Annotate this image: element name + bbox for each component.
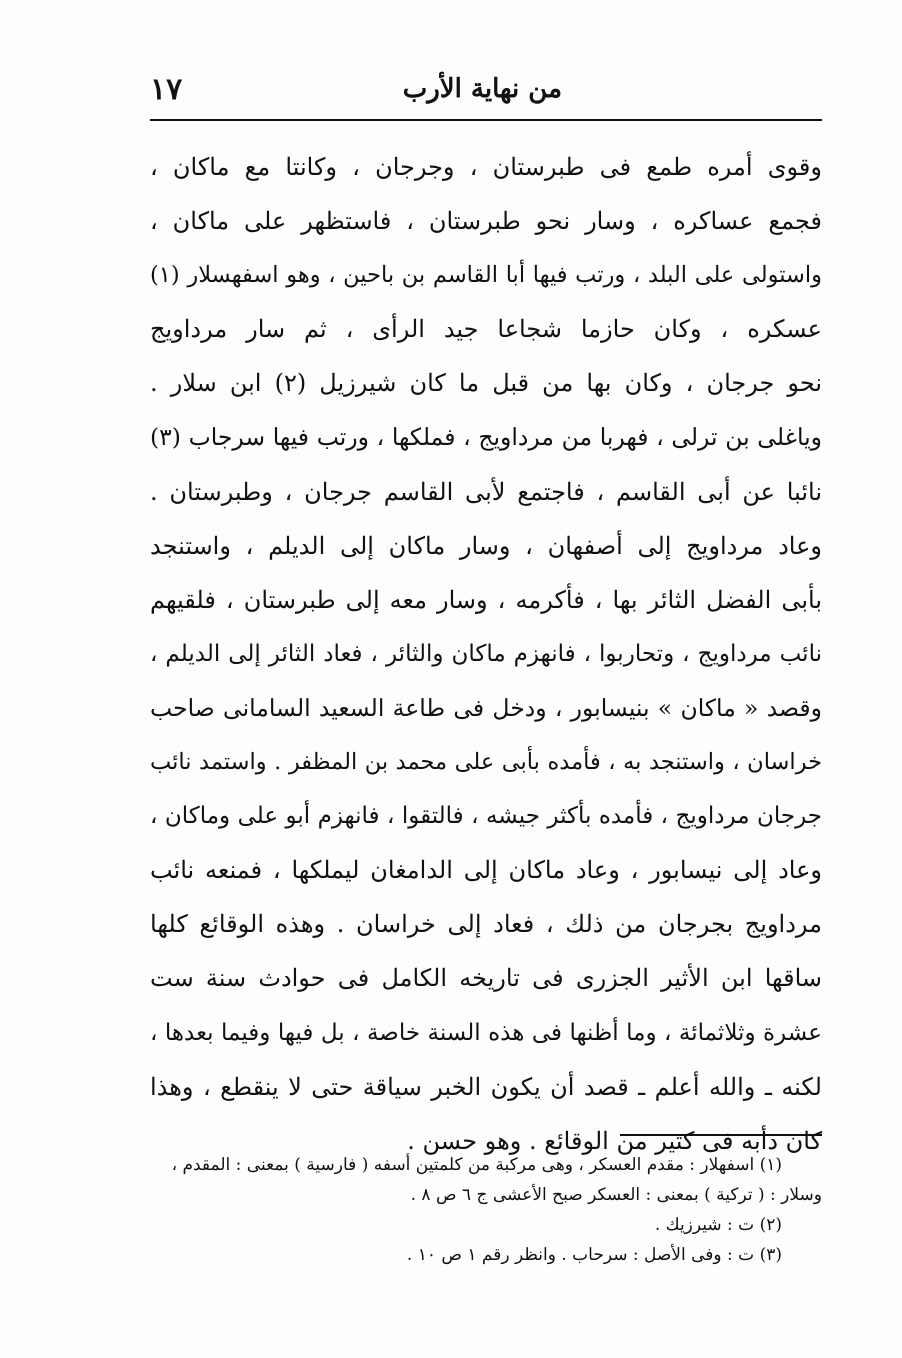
text-line: لكنه ـ والله أعلم ـ قصد أن يكون الخبر سياقة حتى لا ينقطع ، وهذا — [150, 1072, 822, 1101]
footnote-1-continued: وسلار : ( تركية ) بمعنى : العسكر صبح الأعشى ج ٦ ص ٨ . — [410, 1185, 822, 1205]
text-line: ساقها ابن الأثير الجزرى فى تاريخه الكامل فى حوادث سنة ست — [150, 964, 822, 993]
footnote-3: (٣) ت : وفى الأصل : سرحاب . وانظر رقم ١ ص ١٠ . — [406, 1245, 782, 1265]
footnote-2: (٢) ت : شيرزيك . — [654, 1215, 782, 1235]
text-line: واستولى على البلد ، ورتب فيها أبا القاسم بن باحين ، وهو اسفهسلار (١) — [150, 262, 822, 289]
text-line: وياغلى بن ترلى ، فهربا من مرداويج ، فملكها ، ورتب فيها سرجاب (٣) — [150, 423, 822, 452]
text-line: بأبى الفضل الثائر بها ، فأكرمه ، وسار معه إلى طبرستان ، فلقيهم — [150, 585, 822, 614]
footnotes — [170, 1150, 822, 1270]
text-line: وقوى أمره طمع فى طبرستان ، وجرجان ، وكانتا مع ماكان ، — [150, 153, 822, 181]
text-line: جرجان مرداويج ، فأمده بأكثر جيشه ، فالتقوا ، فانهزم أبو على وماكان ، — [150, 803, 822, 830]
body-text — [150, 140, 822, 1168]
text-line: وعاد إلى نيسابور ، وعاد ماكان إلى الدامغان ليملكها ، فمنعه نائب — [150, 856, 822, 885]
text-line: فجمع عساكره ، وسار نحو طبرستان ، فاستظهر على ماكان ، — [150, 207, 822, 236]
text-line: نائب مرداويج ، وتحاربوا ، فانهزم ماكان والثائر ، فعاد الثائر إلى الديلم ، — [150, 640, 822, 667]
text-line: مرداويج بجرجان من ذلك ، فعاد إلى خراسان . وهذه الوقائع كلها — [150, 910, 822, 939]
text-line: خراسان ، واستنجد به ، فأمده بأبى على محمد بن المظفر . واستمد نائب — [150, 749, 822, 776]
running-title: من نهاية الأرب — [402, 74, 562, 104]
text-line: نائبا عن أبى القاسم ، فاجتمع لأبى القاسم جرجان ، وطبرستان . — [150, 477, 822, 506]
text-line: نحو جرجان ، وكان بها من قبل ما كان شيرزيل (٢) ابن سلار . — [150, 369, 822, 398]
text-line: كان دأبه فى كثير من الوقائع . وهو حسن . — [407, 1126, 822, 1155]
text-line: عشرة وثلاثمائة ، وما أظنها فى هذه السنة خاصة ، بل فيها وفيما بعدها ، — [150, 1019, 822, 1046]
page-header — [150, 70, 822, 114]
header-rule — [150, 119, 822, 121]
footnote-rule — [620, 1134, 822, 1136]
page-number: ١٧ — [150, 72, 183, 107]
footnote-1: (١) اسفهلار : مقدم العسكر ، وهى مركبة من كلمتين أسفه ( فارسية ) بمعنى : المقدم ، — [171, 1155, 782, 1175]
text-line: وعاد مرداويج إلى أصفهان ، وسار ماكان إلى الديلم ، واستنجد — [150, 531, 822, 560]
text-line: وقصد « ماكان » بنيسابور ، ودخل فى طاعة السعيد السامانى صاحب — [150, 693, 822, 722]
text-line: عسكره ، وكان حازما شجاعا جيد الرأى ، ثم سار مرداويج — [150, 315, 822, 344]
